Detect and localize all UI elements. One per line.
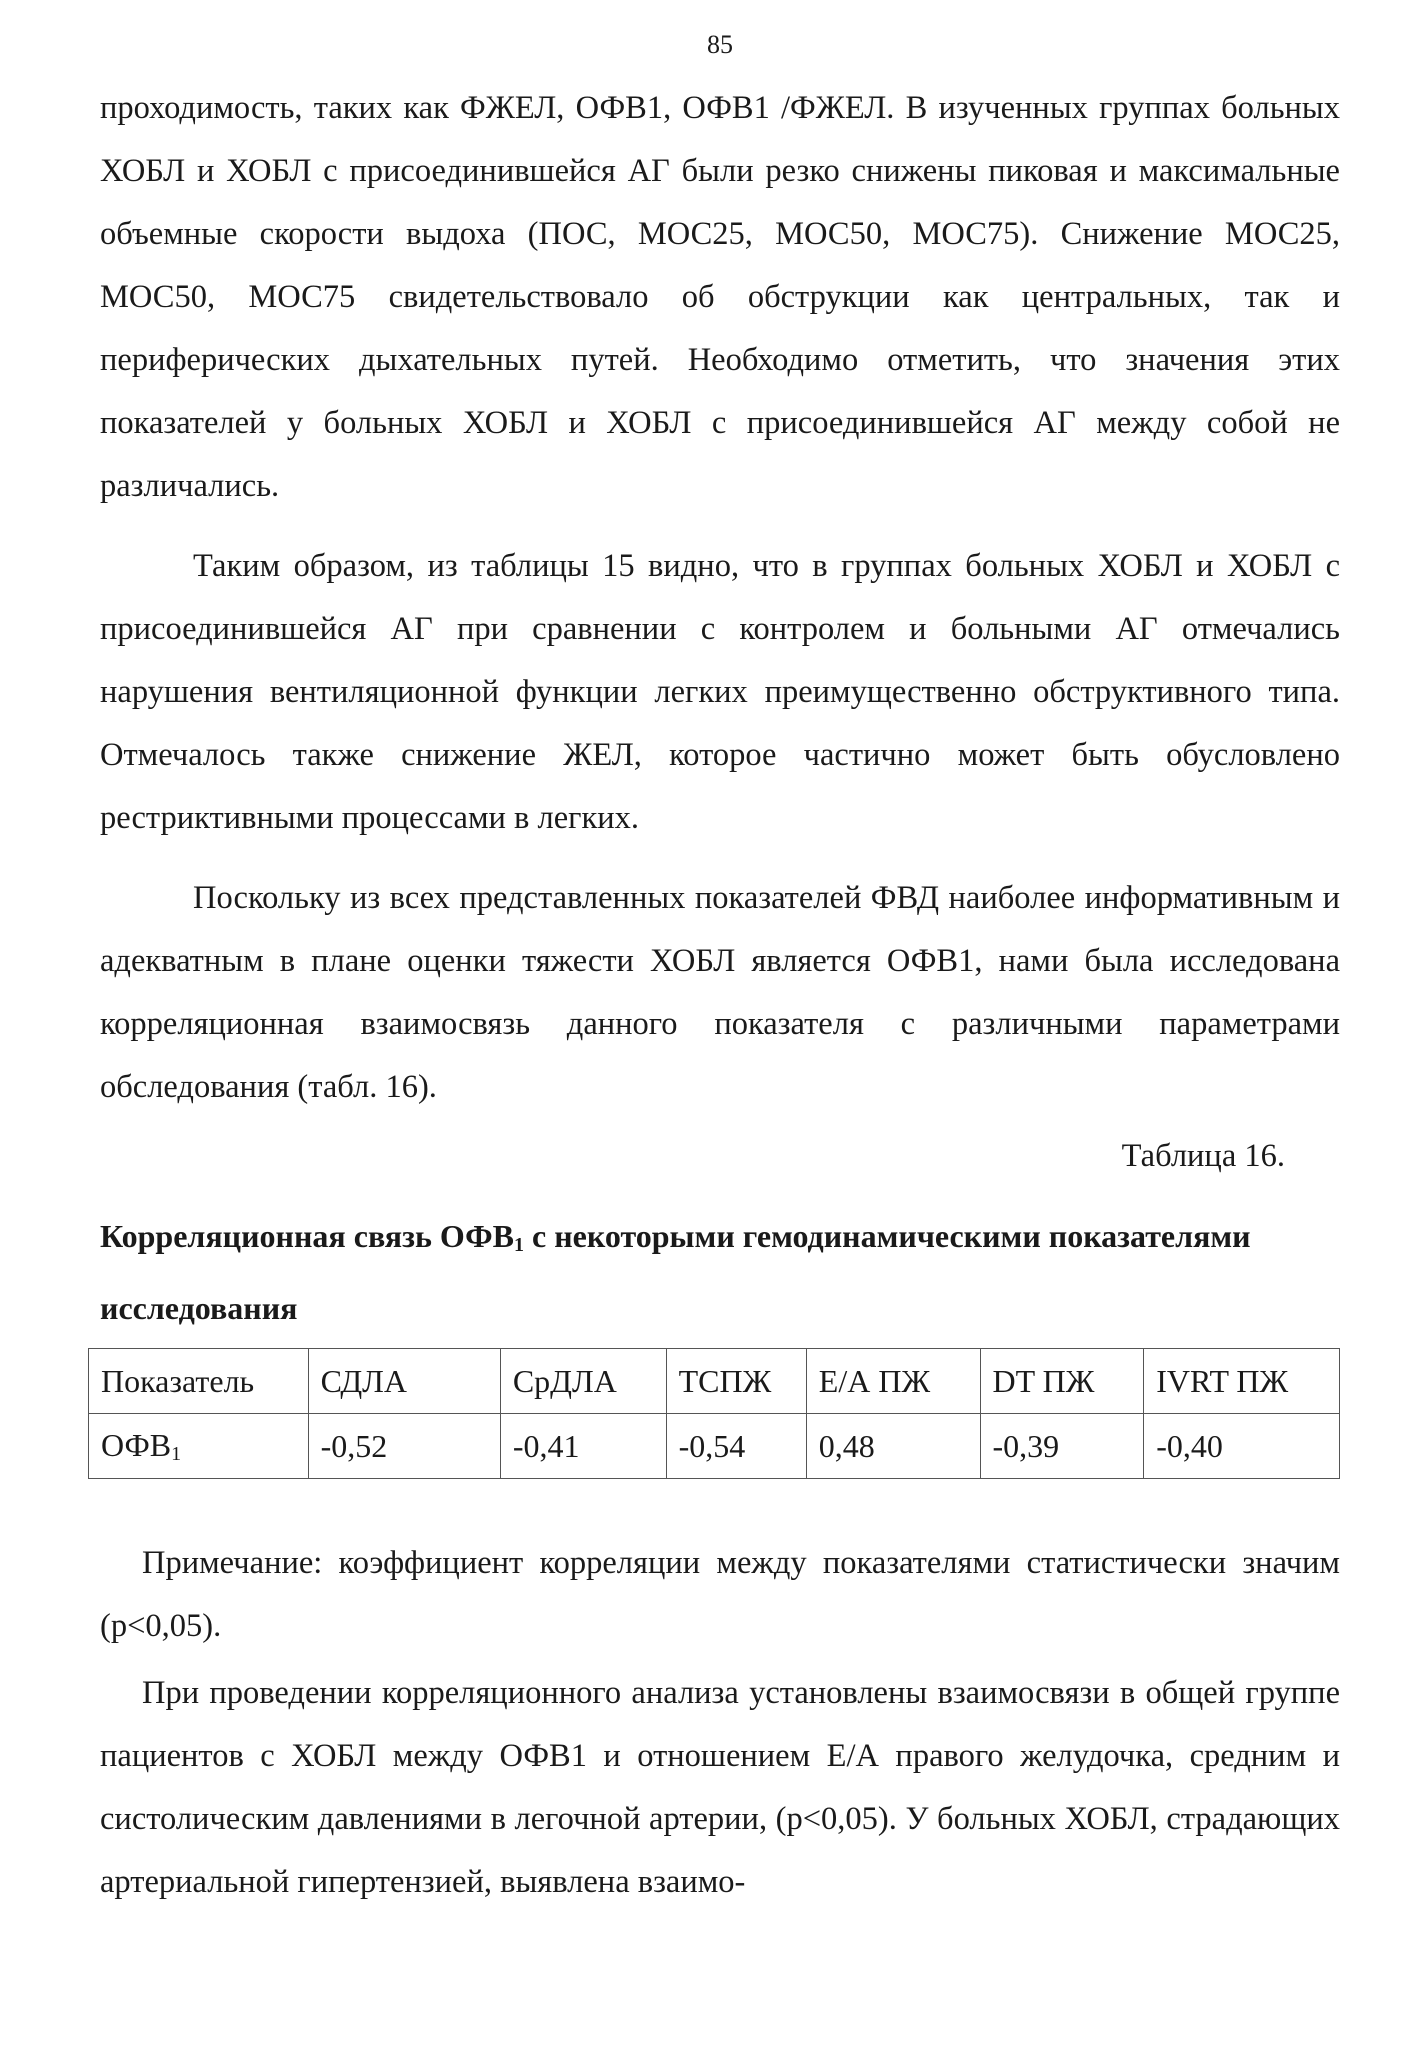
document-page bbox=[100, 0, 1340, 2050]
value-cell-dt-pzh: -0,39 bbox=[980, 1414, 1144, 1479]
value-cell-ivrt-pzh: -0,40 bbox=[1144, 1414, 1340, 1479]
header-cell-tspzh: ТСПЖ bbox=[666, 1349, 806, 1414]
correlation-table bbox=[88, 1348, 1340, 1479]
value-cell-srdla: -0,41 bbox=[500, 1414, 666, 1479]
row-label: ОФВ bbox=[101, 1426, 172, 1463]
header-cell-dt-pzh: DT ПЖ bbox=[980, 1349, 1144, 1414]
table-title-subscript: 1 bbox=[514, 1234, 524, 1256]
header-cell-srdla: СрДЛА bbox=[500, 1349, 666, 1414]
page-number: 85 bbox=[707, 30, 733, 59]
row-label-cell bbox=[89, 1414, 309, 1479]
table-title-prefix: Корреляционная связь ОФВ bbox=[100, 1218, 514, 1254]
table-title-suffix: с некоторыми гемодинамическими показателями исследования bbox=[100, 1218, 1251, 1326]
table-row bbox=[89, 1414, 1340, 1479]
value-cell-sdla: -0,52 bbox=[308, 1414, 500, 1479]
paragraph-conclusion: Таким образом, из таблицы 15 видно, что в группах больных ХОБЛ и ХОБЛ с присоединившейся АГ при сравнении с контролем и больными АГ отмечались нарушения вентиляционной функции легких преимущественно обструктивного типа. Отмечалось также снижение ЖЕЛ, которое частично может быть обусловлено рестриктивными процессами в легких. bbox=[100, 548, 1340, 836]
header-cell-indicator: Показатель bbox=[89, 1349, 309, 1414]
table-label: Таблица 16. bbox=[1121, 1138, 1285, 1174]
paragraph-spirometry-results: проходимость, таких как ФЖЕЛ, ОФВ1, ОФВ1 /ФЖЕЛ. В изученных группах больных ХОБЛ и ХОБЛ с присоединившейся АГ были резко снижены пиковая и максимальные объемные скорости выдоха (ПОС, МОС25, МОС50, МОС75). Снижение МОС25, МОС50, МОС75 свидетельствовало об обструкции как центральных, так и периферических дыхательных путей. Необходимо отметить, что значения этих показателей у больных ХОБЛ и ХОБЛ с присоединившейся АГ между собой не различались. bbox=[100, 90, 1340, 504]
table-title bbox=[100, 1205, 1340, 1340]
table-note: Примечание: коэффициент корреляции между показателями статистически значим (p<0,05). bbox=[100, 1545, 1340, 1644]
paragraph-correlation-intro: Поскольку из всех представленных показателей ФВД наиболее информативным и адекватным в плане оценки тяжести ХОБЛ является ОФВ1, нами была исследована корреляционная взаимосвязь данного показателя с различными параметрами обследования (табл. 16). bbox=[100, 880, 1340, 1105]
header-cell-ea-pzh: Е/А ПЖ bbox=[806, 1349, 980, 1414]
value-cell-tspzh: -0,54 bbox=[666, 1414, 806, 1479]
table-header-row bbox=[89, 1349, 1340, 1414]
header-cell-ivrt-pzh: IVRT ПЖ bbox=[1144, 1349, 1340, 1414]
header-cell-sdla: СДЛА bbox=[308, 1349, 500, 1414]
paragraph-correlation-findings: При проведении корреляционного анализа установлены взаимосвязи в общей группе пациентов с ХОБЛ между ОФВ1 и отношением Е/А правого желудочка, средним и систолическим давлениями в легочной артерии, (p<0,05). У больных ХОБЛ, страдающих артериальной гипертензией, выявлена взаимо- bbox=[100, 1675, 1340, 1900]
row-label-subscript: 1 bbox=[171, 1442, 182, 1465]
value-cell-ea-pzh: 0,48 bbox=[806, 1414, 980, 1479]
